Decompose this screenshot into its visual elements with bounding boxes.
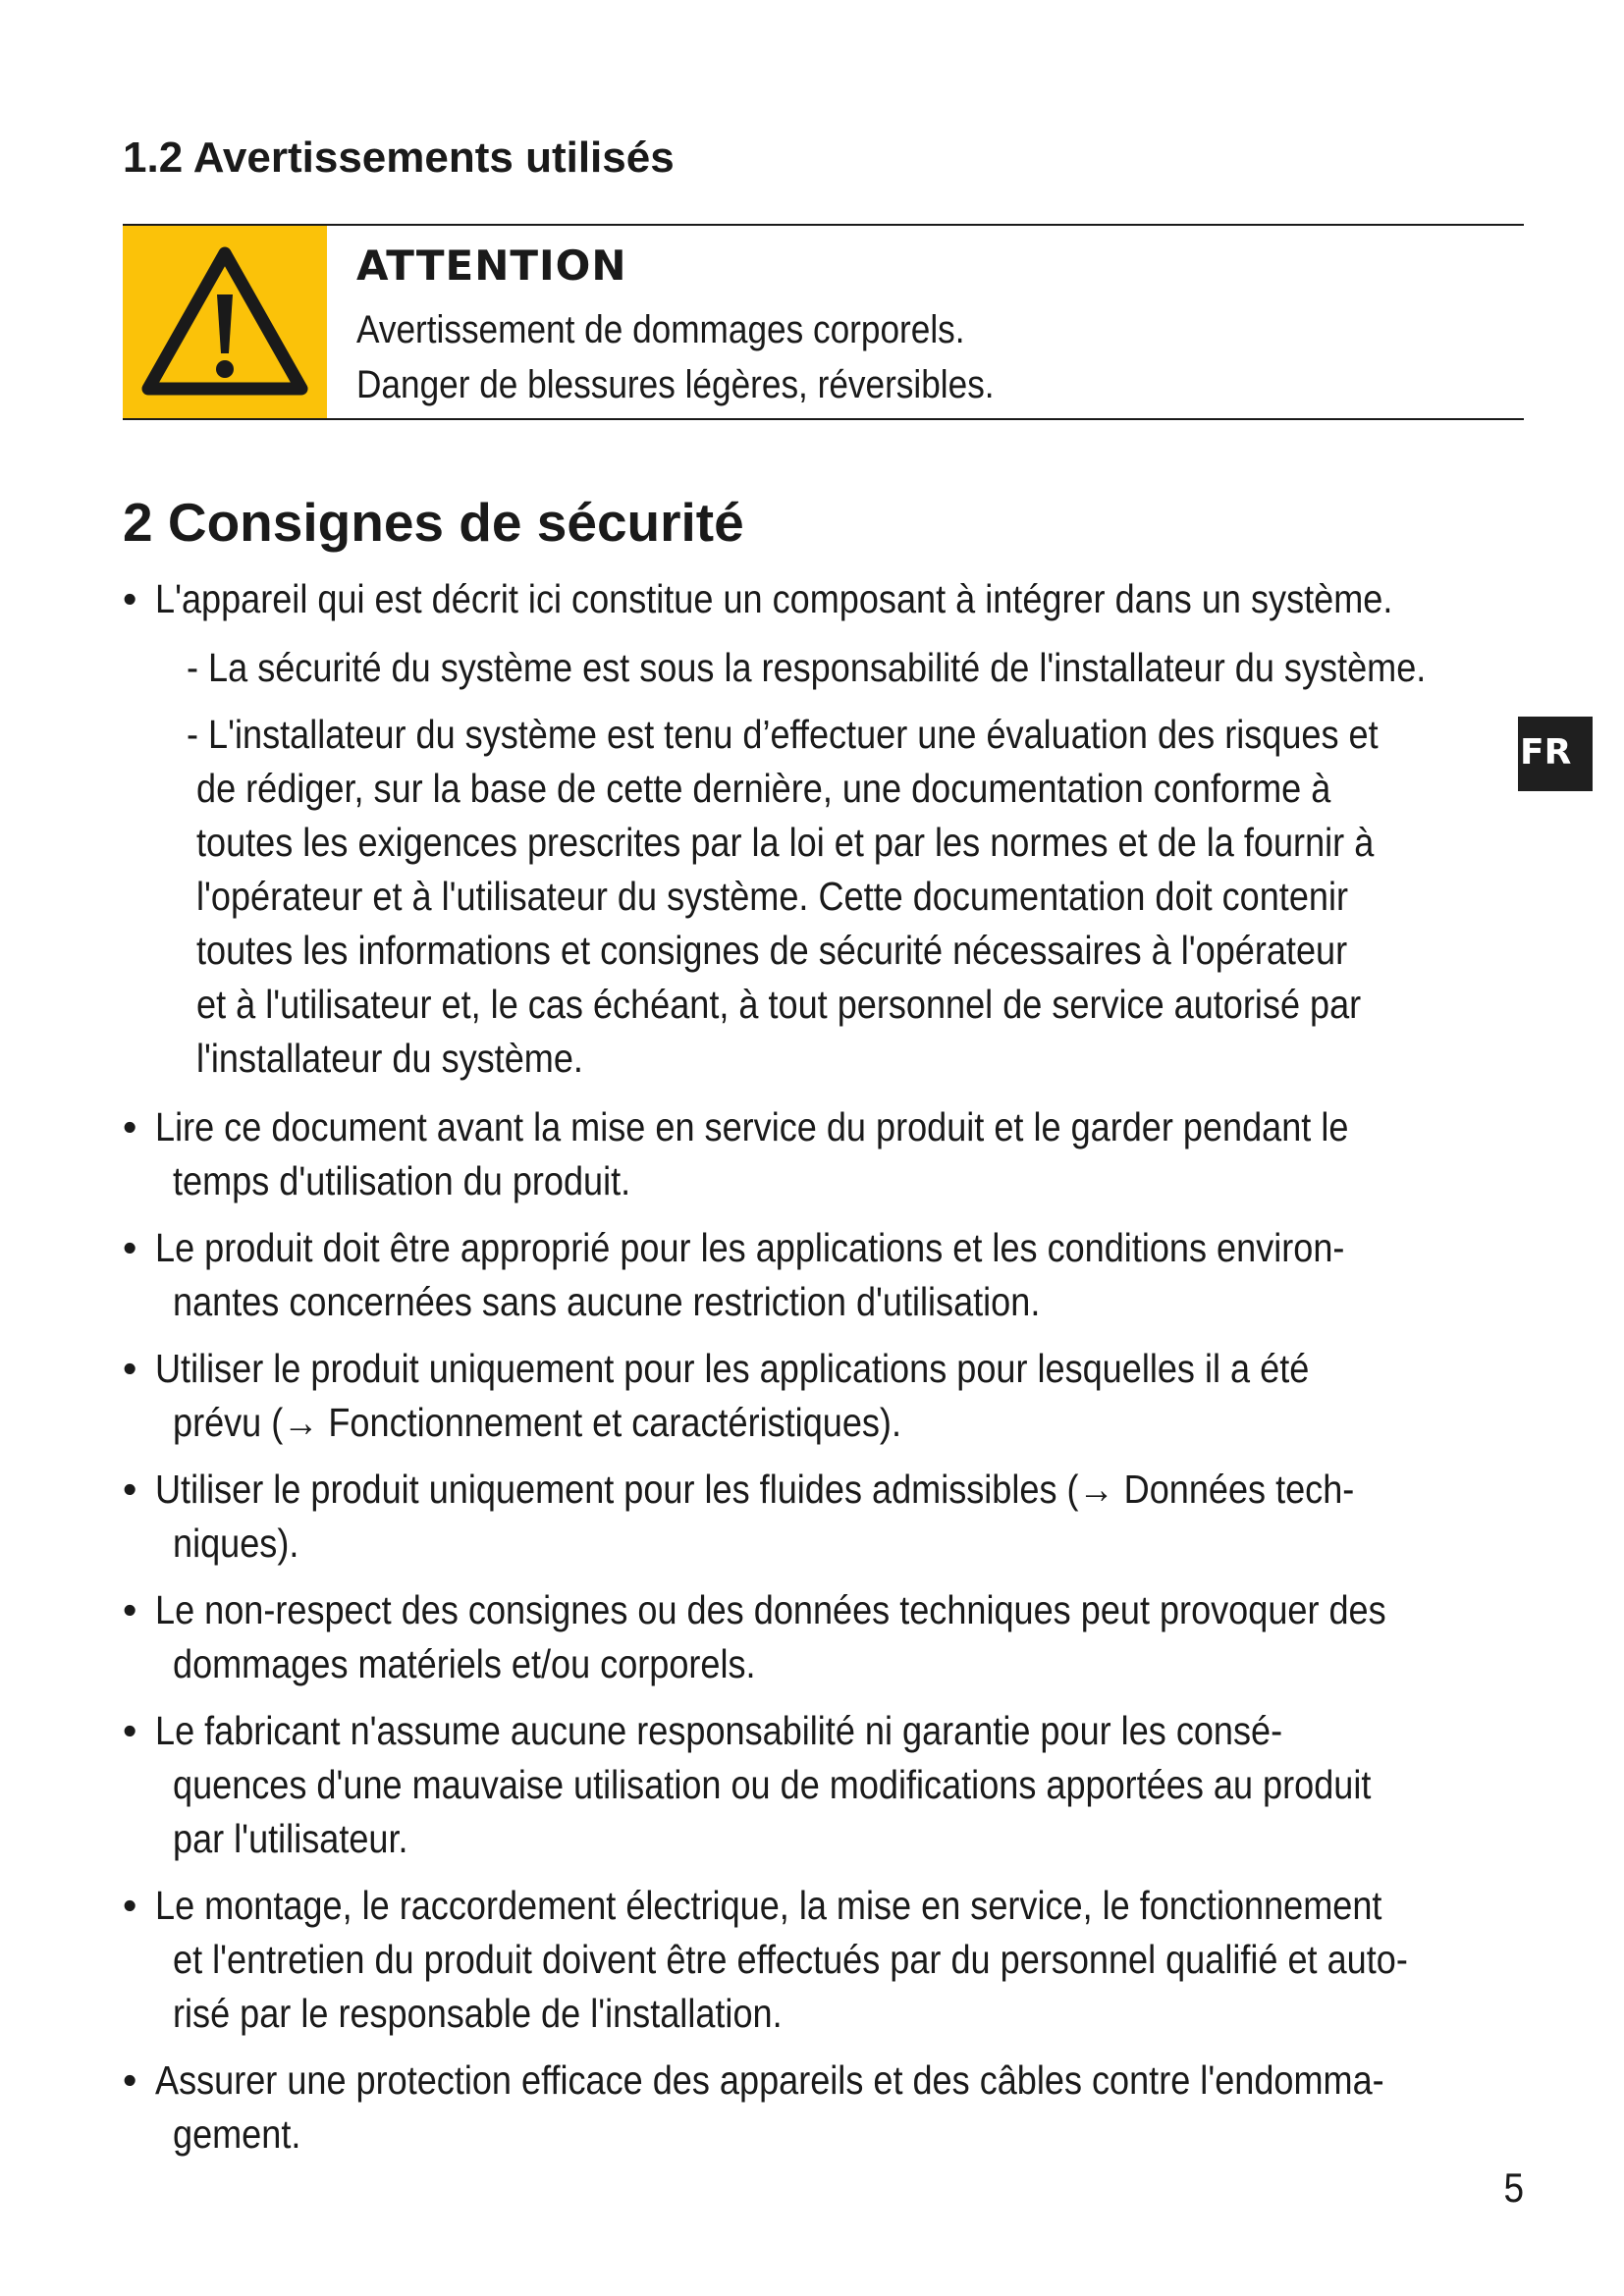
bullet-marker: • bbox=[123, 1104, 137, 1149]
warning-text-line: Danger de blessures légères, réversibles. bbox=[356, 363, 995, 406]
language-tab bbox=[1518, 717, 1593, 791]
bullet-marker: • bbox=[123, 1225, 137, 1270]
bullet-marker: • bbox=[123, 1883, 137, 1928]
bullet-marker: • bbox=[123, 2057, 137, 2103]
language-tab-label: FR bbox=[1520, 732, 1572, 773]
warning-box bbox=[123, 224, 1524, 420]
list-item-text: Le produit doit être approprié pour les applications et les conditions environ- bbox=[155, 1225, 1345, 1270]
list-item-text: Le montage, le raccordement électrique, la mise en service, le fonctionnement bbox=[155, 1883, 1382, 1928]
list-item-text: Lire ce document avant la mise en service du produit et le garder pendant le bbox=[155, 1104, 1349, 1149]
list-item-text: dommages matériels et/ou corporels. bbox=[173, 1641, 756, 1686]
list-item-text: niques). bbox=[173, 1521, 299, 1566]
warning-title: ATTENTION bbox=[356, 241, 627, 290]
sub-item-text: l'installateur du système. bbox=[196, 1036, 583, 1081]
list-item-text: Assurer une protection efficace des appareils et des câbles contre l'endomma- bbox=[155, 2057, 1384, 2103]
section-heading-1-2: 1.2 Avertissements utilisés bbox=[123, 133, 675, 182]
sub-item-text: de rédiger, sur la base de cette dernière, une documentation conforme à bbox=[196, 766, 1331, 811]
list-item-text: quences d'une mauvaise utilisation ou de modifications apportées au produit bbox=[173, 1762, 1372, 1807]
warning-icon-panel bbox=[123, 226, 327, 418]
list-item-text: Le non-respect des consignes ou des données techniques peut provoquer des bbox=[155, 1587, 1386, 1632]
list-item-text: par l'utilisateur. bbox=[173, 1816, 408, 1861]
sub-item-text: toutes les exigences prescrites par la loi et par les normes et de la fournir à bbox=[196, 820, 1375, 865]
list-item-text: L'appareil qui est décrit ici constitue un composant à intégrer dans un système. bbox=[155, 576, 1393, 621]
list-item-text: Utiliser le produit uniquement pour les fluides admissibles (→ Données tech- bbox=[155, 1467, 1355, 1512]
list-item-text: et l'entretien du produit doivent être effectués par du personnel qualifié et auto- bbox=[173, 1937, 1408, 1982]
list-item-text: prévu (→ Fonctionnement et caractéristiques). bbox=[173, 1400, 901, 1445]
sub-item-text: l'opérateur et à l'utilisateur du système. Cette documentation doit contenir bbox=[196, 874, 1348, 919]
sub-item-text: - L'installateur du système est tenu d’effectuer une évaluation des risques et bbox=[187, 712, 1379, 757]
bullet-marker: • bbox=[123, 1346, 137, 1391]
list-item-text: nantes concernées sans aucune restriction d'utilisation. bbox=[173, 1279, 1041, 1324]
bullet-marker: • bbox=[123, 1467, 137, 1512]
sub-item-text: toutes les informations et consignes de sécurité nécessaires à l'opérateur bbox=[196, 928, 1348, 973]
list-item-text: gement. bbox=[173, 2111, 301, 2157]
bullet-marker: • bbox=[123, 576, 137, 621]
list-item-text: risé par le responsable de l'installation. bbox=[173, 1991, 783, 2036]
list-item-text: Utiliser le produit uniquement pour les applications pour lesquelles il a été bbox=[155, 1346, 1310, 1391]
list-item-text: Le fabricant n'assume aucune responsabilité ni garantie pour les consé- bbox=[155, 1708, 1283, 1753]
bullet-marker: • bbox=[123, 1587, 137, 1632]
warning-text-line: Avertissement de dommages corporels. bbox=[356, 308, 965, 351]
section-heading-2: 2 Consignes de sécurité bbox=[123, 492, 744, 553]
sub-item-text: - La sécurité du système est sous la responsabilité de l'installateur du système. bbox=[187, 645, 1427, 690]
bullet-marker: • bbox=[123, 1708, 137, 1753]
warning-triangle-icon bbox=[140, 243, 309, 400]
list-item-text: temps d'utilisation du produit. bbox=[173, 1158, 631, 1203]
sub-item-text: et à l'utilisateur et, le cas échéant, à tout personnel de service autorisé par bbox=[196, 982, 1362, 1027]
page-number: 5 bbox=[1503, 2164, 1524, 2211]
